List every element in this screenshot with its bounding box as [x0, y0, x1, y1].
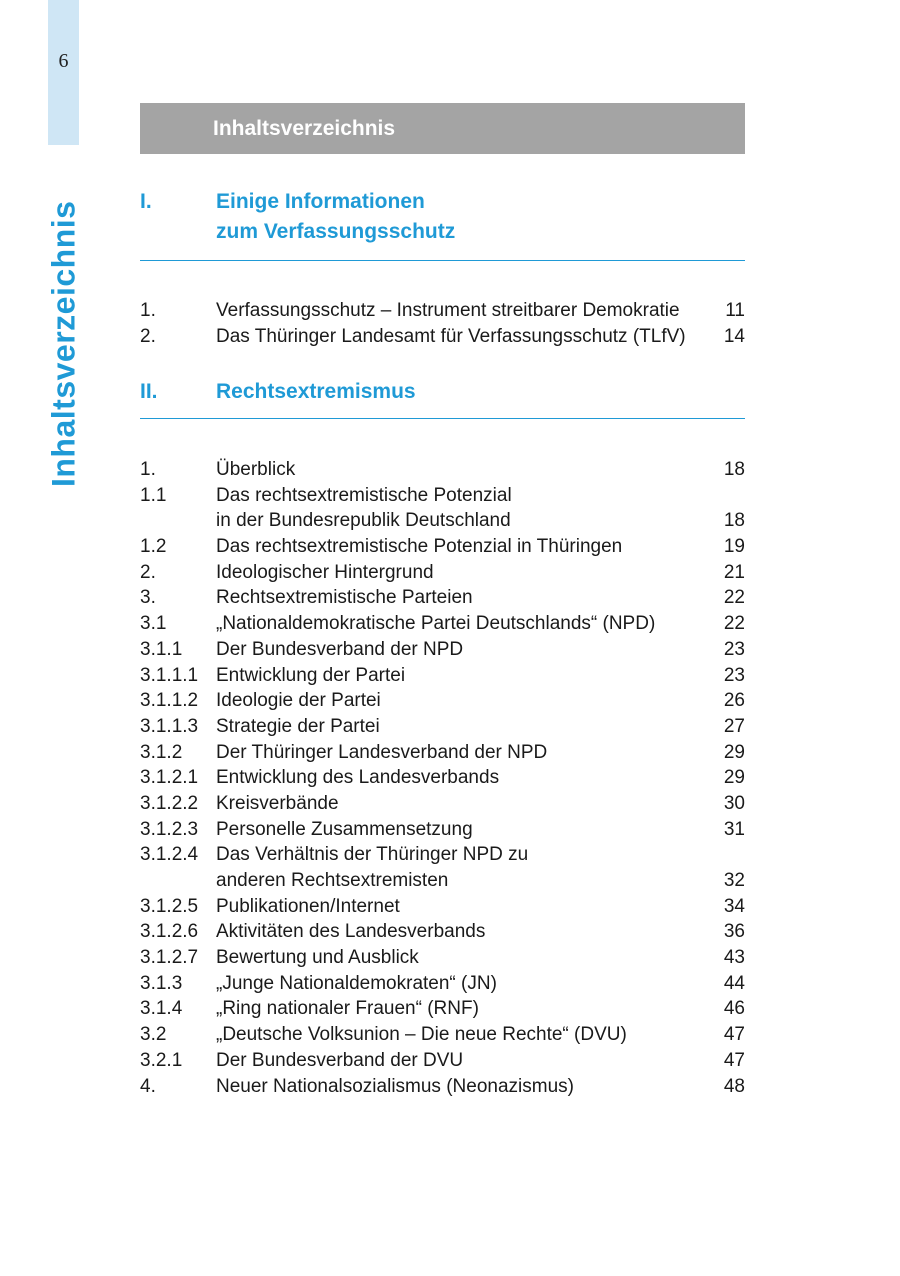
toc-entry — [140, 457, 745, 483]
entry-page: 46 — [723, 998, 745, 1020]
toc-entry — [140, 1048, 745, 1074]
toc-entry — [140, 842, 745, 868]
entry-page: 29 — [723, 767, 745, 789]
toc-entry — [140, 298, 745, 324]
entry-page: 22 — [723, 587, 745, 609]
toc-section-1 — [140, 298, 745, 349]
entry-number: 3.1.2.3 — [140, 818, 199, 840]
entry-page: 34 — [723, 895, 745, 917]
entry-page: 47 — [723, 1024, 745, 1046]
entry-page: 11 — [725, 300, 745, 321]
entry-page: 48 — [723, 1075, 745, 1097]
entry-page: 14 — [723, 325, 745, 347]
entry-title: Ideologischer Hintergrund — [216, 561, 434, 583]
toc-entry — [140, 791, 745, 817]
entry-number: 1.2 — [140, 536, 167, 558]
entry-title: Der Bundesverband der DVU — [216, 1049, 464, 1071]
entry-number: 3.2 — [140, 1024, 167, 1046]
section-heading-2 — [140, 377, 745, 407]
entry-page: 18 — [723, 510, 745, 532]
entry-title: Der Thüringer Landesverband der NPD — [216, 741, 548, 763]
entry-number: 3.1.2.7 — [140, 947, 199, 969]
toc-entry — [140, 585, 745, 611]
entry-title: Das rechtsextremistische Potenzial in Thüringen — [216, 536, 623, 558]
entry-title: Entwicklung der Partei — [216, 664, 406, 686]
toc-entry — [140, 945, 745, 971]
entry-number: 3.1.2 — [140, 741, 183, 763]
toc-entry — [140, 1022, 745, 1048]
side-title: Inhaltsverzeichnis — [45, 200, 82, 487]
entry-page: 23 — [723, 664, 745, 686]
entry-title: Das Thüringer Landesamt für Verfassungsschutz (TLfV) — [216, 325, 686, 347]
entry-page: 23 — [723, 638, 745, 660]
entry-page: 26 — [723, 690, 745, 712]
toc-entry — [140, 534, 745, 560]
section-title-line: zum Verfassungsschutz — [216, 220, 456, 243]
section-divider — [140, 418, 745, 419]
entry-number: 3.1.1.3 — [140, 715, 199, 737]
entry-page: 30 — [723, 792, 745, 814]
entry-title: in der Bundesrepublik Deutschland — [216, 510, 511, 532]
entry-number: 3. — [140, 587, 156, 609]
toc-entry — [140, 611, 745, 637]
entry-number: 3.1.2.4 — [140, 844, 199, 866]
entry-title: „Ring nationaler Frauen“ (RNF) — [216, 998, 479, 1020]
entry-title: Personelle Zusammensetzung — [216, 818, 473, 840]
entry-title: Verfassungsschutz – Instrument streitbarer Demokratie — [216, 300, 680, 321]
entry-number: 3.1.3 — [140, 972, 183, 994]
entry-number: 1.1 — [140, 484, 167, 506]
entry-page: 44 — [723, 972, 745, 994]
toc-entry — [140, 483, 745, 509]
toc-entry — [140, 324, 745, 350]
toc-entry — [140, 894, 745, 920]
entry-number: 3.1.1.1 — [140, 664, 199, 686]
entry-title: Neuer Nationalsozialismus (Neonazismus) — [216, 1075, 574, 1097]
entry-page: 29 — [723, 741, 745, 763]
toc-entry — [140, 817, 745, 843]
page-number: 6 — [58, 50, 69, 72]
entry-number: 2. — [140, 325, 156, 347]
entry-title: Entwicklung des Landesverbands — [216, 767, 500, 789]
entry-page: 21 — [723, 561, 745, 583]
section-number: II. — [140, 380, 158, 403]
entry-title: Das rechtsextremistische Potenzial — [216, 484, 512, 506]
toc-entry — [140, 971, 745, 997]
entry-title: „Junge Nationaldemokraten“ (JN) — [216, 972, 497, 994]
entry-title: Das Verhältnis der Thüringer NPD zu — [216, 844, 529, 866]
entry-title: Überblick — [216, 459, 296, 480]
section-divider — [140, 260, 745, 261]
section-title-line: Rechtsextremismus — [216, 380, 416, 403]
entry-page: 27 — [723, 715, 745, 737]
entry-page: 32 — [723, 870, 745, 891]
toc-entry — [140, 1074, 745, 1100]
entry-page: 36 — [723, 921, 745, 943]
entry-number: 3.1.4 — [140, 998, 183, 1020]
toc-entry — [140, 740, 745, 766]
entry-number: 3.1.2.1 — [140, 767, 199, 789]
entry-title: Kreisverbände — [216, 792, 339, 814]
toc-entry — [140, 765, 745, 791]
toc-entry — [140, 996, 745, 1022]
toc-entry — [140, 919, 745, 945]
toc-section-2 — [140, 457, 745, 1099]
entry-page: 19 — [723, 536, 745, 558]
toc-entry — [140, 637, 745, 663]
entry-title: „Deutsche Volksunion – Die neue Rechte“ (DVU) — [216, 1024, 627, 1046]
entry-title: Ideologie der Partei — [216, 690, 381, 712]
entry-number: 3.1.2.6 — [140, 921, 199, 943]
entry-title: „Nationaldemokratische Partei Deutschlands“ (NPD) — [216, 613, 656, 635]
entry-number: 1. — [140, 300, 156, 321]
entry-title: Bewertung und Ausblick — [216, 947, 419, 969]
toc-entry — [140, 560, 745, 586]
toc-entry — [140, 868, 745, 894]
section-number: I. — [140, 190, 152, 213]
entry-number: 3.1.1.2 — [140, 690, 199, 712]
entry-title: anderen Rechtsextremisten — [216, 870, 449, 891]
entry-number: 2. — [140, 561, 156, 583]
entry-page: 43 — [723, 947, 745, 969]
entry-page: 22 — [723, 613, 745, 635]
entry-title: Rechtsextremistische Parteien — [216, 587, 473, 609]
entry-title: Publikationen/Internet — [216, 895, 400, 917]
toc-entry — [140, 508, 745, 534]
entry-number: 3.1.1 — [140, 638, 183, 660]
entry-number: 1. — [140, 459, 156, 480]
entry-page: 18 — [723, 459, 745, 480]
entry-page: 47 — [723, 1049, 745, 1071]
entry-number: 3.1 — [140, 613, 167, 635]
toc-entry — [140, 663, 745, 689]
entry-page: 31 — [723, 818, 745, 840]
section-heading-1 — [140, 187, 745, 247]
entry-title: Der Bundesverband der NPD — [216, 638, 464, 660]
entry-title: Strategie der Partei — [216, 715, 380, 737]
entry-number: 3.2.1 — [140, 1049, 183, 1071]
section-title-line: Einige Informationen — [216, 190, 425, 213]
entry-number: 3.1.2.5 — [140, 895, 199, 917]
entry-number: 3.1.2.2 — [140, 792, 199, 814]
toc-entry — [140, 688, 745, 714]
entry-title: Aktivitäten des Landesverbands — [216, 921, 486, 943]
toc-entry — [140, 714, 745, 740]
toc-header: Inhaltsverzeichnis — [140, 103, 745, 154]
entry-number: 4. — [140, 1075, 156, 1097]
